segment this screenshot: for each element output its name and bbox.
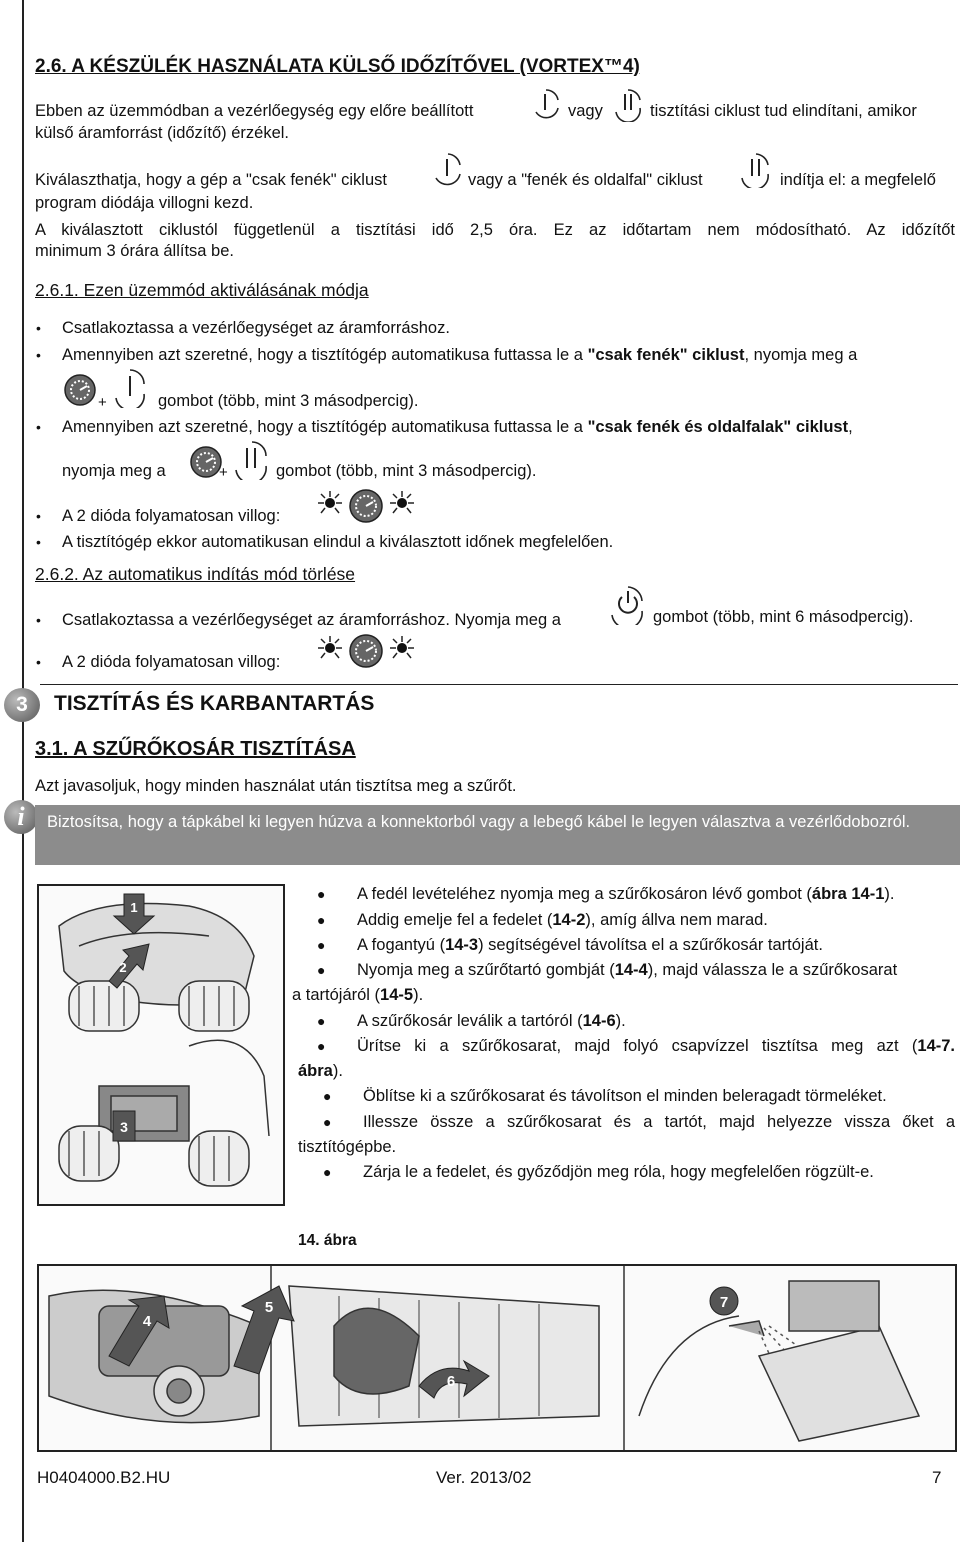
plus-sign: + — [219, 464, 228, 481]
step-bullet: ● — [317, 962, 326, 978]
bullet-cancel-auto: • Csatlakoztassa a vezérlőegységet az áramforráshoz. Nyomja meg a — [38, 608, 561, 632]
step-bullet: ● — [317, 937, 326, 953]
p3-text-b: minimum 3 órára állítsa be. — [35, 242, 234, 260]
bullet-leds-blink: • A 2 dióda folyamatosan villog: — [38, 504, 280, 528]
subheading-2-6-1: 2.6.1. Ezen üzemmód aktiválásának módja — [35, 280, 369, 300]
p1-text-d: külső áramforrást (időzítő) érzékel. — [35, 124, 290, 142]
bullet-connect: • Csatlakoztassa a vezérlőegységet az áramforráshoz. — [38, 316, 450, 340]
p31-text: Azt javasoljuk, hogy minden használat után tisztítsa meg a szűrőt. — [35, 777, 517, 795]
figure-14-robot-open — [37, 884, 285, 1206]
cycle-one-icon — [112, 368, 150, 408]
p1-text-b: vagy — [568, 102, 603, 120]
step-6-cont: ábra). — [298, 1062, 343, 1080]
figure-14-basket-steps — [37, 1264, 957, 1452]
footer-doc-code: H0404000.B2.HU — [37, 1468, 171, 1487]
step-bullet: ● — [317, 912, 326, 928]
step-1: A fedél levételéhez nyomja meg a szűrőkosáron lévő gombot (ábra 14-1). — [357, 885, 895, 903]
svg-text:2: 2 — [119, 960, 127, 975]
step-8: Illessze össze a szűrőkosarat és a tartót, majd helyezze vissza őket a — [363, 1113, 955, 1131]
left-margin-rule — [22, 0, 24, 1542]
cycle-one-icon — [532, 88, 562, 122]
step-bullet: ● — [317, 1013, 326, 1029]
bullet-bottom-wall-cycle-end: gombot (több, mint 3 másodpercig). — [276, 462, 537, 480]
p3-text-a: A kiválasztott ciklustól függetlenül a tisztítási idő 2,5 óra. Ez az időtartam nem módosítható. Az időzítőt — [35, 221, 955, 239]
step-2: Addig emelje fel a fedelet (14-2), amíg állva nem marad. — [357, 911, 768, 929]
bullet-auto-start: • A tisztítógép ekkor automatikusan elindul a kiválasztott időnek megfelelően. — [38, 530, 613, 554]
blinking-leds-icon — [316, 487, 416, 525]
step-7: Öblítse ki a szűrőkosarat és távolítson el minden beleragadt törmeléket. — [363, 1087, 887, 1105]
cycle-two-icon — [232, 440, 274, 480]
svg-text:5: 5 — [264, 1299, 274, 1316]
subheading-2-6-2: 2.6.2. Az automatikus indítás mód törlése — [35, 564, 356, 584]
svg-text:3: 3 — [120, 1119, 128, 1135]
section-heading-2-6: 2.6. A KÉSZÜLÉK HASZNÁLATA KÜLSŐ IDŐZÍTŐVEL (VORTEX™4) — [35, 56, 640, 77]
info-box: Biztosítsa, hogy a tápkábel ki legyen húzva a konnektorból vagy a lebegő kábel le legyen választva a vezérlődobozról. — [35, 805, 960, 865]
step-bullet: ● — [323, 1164, 332, 1180]
step-bullet: ● — [323, 1088, 332, 1104]
step-9: Zárja le a fedelet, és győződjön meg róla, hogy megfelelően rögzült-e. — [363, 1163, 874, 1181]
step-bullet: ● — [317, 1038, 326, 1054]
p1-text-c: tisztítási ciklust tud elindítani, amikor — [650, 102, 917, 120]
bullet-leds-blink-2: • A 2 dióda folyamatosan villog: — [38, 650, 280, 674]
p2-text-d: program diódája villogni kezd. — [35, 194, 254, 212]
step-bullet: ● — [317, 886, 326, 902]
step-4: Nyomja meg a szűrőtartó gombját (14-4), majd válassza le a szűrőkosarat — [357, 961, 898, 979]
fig-label-7 — [710, 1287, 738, 1315]
bullet-bottom-wall-cycle-press: nyomja meg a — [62, 462, 166, 480]
p1-text-a: Ebben az üzemmódban a vezérlőegység egy előre beállított — [35, 102, 474, 120]
section-number-badge: 3 — [4, 688, 40, 722]
p2-text-c: indítja el: a megfelelő — [780, 171, 936, 189]
p2-text-b: vagy a "fenék és oldalfal" ciklust — [468, 171, 703, 189]
info-icon: i — [4, 800, 38, 834]
cycle-two-icon — [738, 152, 776, 188]
section-3-rule — [40, 684, 958, 685]
bullet-bottom-cycle-end: gombot (több, mint 3 másodpercig). — [158, 392, 419, 410]
step-bullet: ● — [323, 1114, 332, 1130]
bullet-bottom-wall-cycle: • Amennyiben azt szeretné, hogy a tisztítógép automatikusa futtassa le a "csak fenék és oldalfalak" ciklust, — [38, 415, 956, 439]
svg-text:1: 1 — [130, 900, 138, 915]
footer-page-number: 7 — [932, 1468, 942, 1487]
step-3: A fogantyú (14-3) segítségével távolítsa el a szűrőkosár tartóját. — [357, 936, 823, 954]
cycle-two-icon — [612, 88, 646, 122]
power-button-icon — [608, 585, 648, 625]
step-5: A szűrőkosár leválik a tartóról (14-6). — [357, 1012, 626, 1030]
p2-text-a: Kiválaszthatja, hogy a gép a "csak fenék" ciklust — [35, 171, 387, 189]
step-6: Ürítse ki a szűrőkosarat, majd folyó csapvízzel tisztítsa meg azt (14-7. — [357, 1037, 955, 1055]
step-4-cont: a tartójáról (14-5). — [292, 986, 424, 1004]
basket-illustration — [39, 1266, 955, 1450]
plus-sign: + — [98, 394, 107, 411]
figure-caption: 14. ábra — [298, 1232, 357, 1249]
step-8-cont: tisztítógépbe. — [298, 1138, 397, 1156]
footer-version: Ver. 2013/02 — [436, 1468, 532, 1487]
fig-label-3 — [113, 1111, 135, 1141]
bullet-bottom-cycle: • Amennyiben azt szeretné, hogy a tisztítógép automatikusa futtassa le a "csak fenék" ciklust, nyomja meg a — [38, 343, 956, 367]
svg-text:4: 4 — [142, 1313, 152, 1330]
cycle-one-icon — [432, 152, 466, 188]
bullet-cancel-auto-end: gombot (több, mint 6 másodpercig). — [653, 608, 914, 626]
robot-illustration — [39, 886, 283, 1204]
svg-text:6: 6 — [446, 1373, 456, 1390]
section-3-title: TISZTÍTÁS ÉS KARBANTARTÁS — [54, 692, 375, 715]
heading-3-1: 3.1. A SZŰRŐKOSÁR TISZTÍTÁSA — [35, 738, 356, 760]
blinking-leds-icon — [316, 632, 416, 670]
timer-button-icon — [60, 372, 100, 408]
svg-text:7: 7 — [719, 1294, 729, 1311]
